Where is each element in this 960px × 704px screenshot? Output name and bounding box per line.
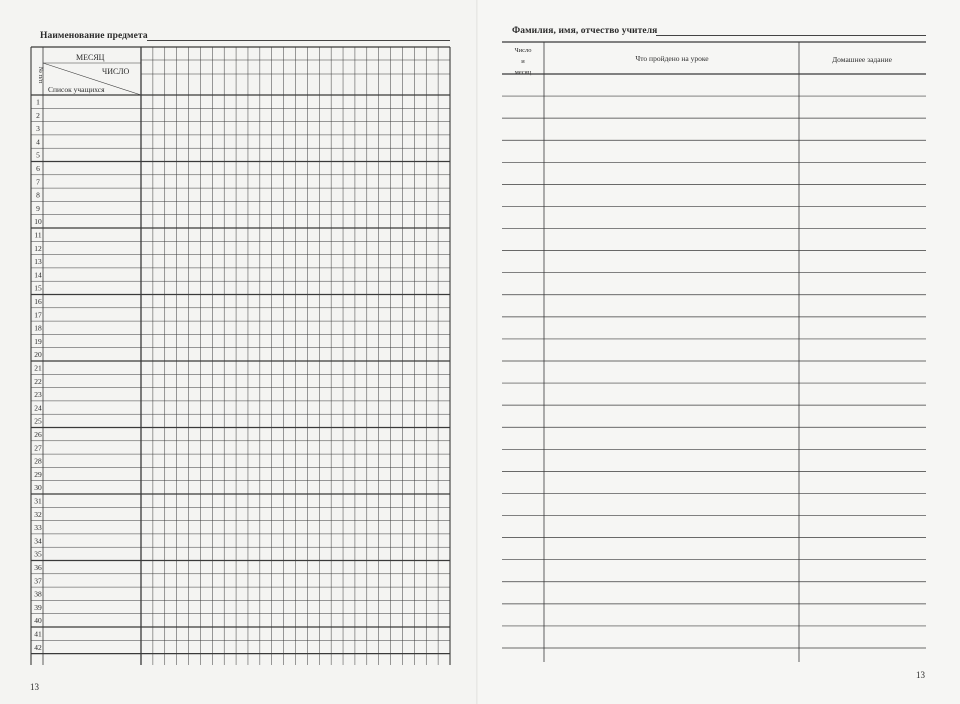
right-page [478, 0, 960, 704]
row-number: 11 [34, 230, 42, 240]
homework-column-header: Домашнее задание [832, 55, 892, 64]
row-number: 24 [34, 403, 42, 413]
row-number: 33 [34, 523, 42, 533]
month-header: МЕСЯЦ [76, 53, 105, 62]
row-number: 15 [34, 283, 42, 293]
row-number: 36 [34, 563, 42, 572]
row-number: 41 [34, 629, 42, 639]
row-number: 5 [36, 150, 40, 160]
row-number: 23 [34, 390, 42, 400]
row-number: 18 [34, 323, 42, 333]
row-number-header: № п/п [37, 66, 44, 84]
row-number: 20 [34, 350, 42, 360]
row-number: 12 [34, 243, 42, 253]
teacher-heading: Фамилия, имя, отчество учителя [512, 26, 658, 36]
row-number: 8 [36, 190, 40, 200]
row-number: 40 [34, 616, 42, 626]
lesson-column-header: Что пройдено на уроке [635, 54, 709, 63]
row-number: 37 [34, 576, 42, 586]
row-number: 2 [36, 110, 40, 120]
date-column-header-line1: Число [514, 47, 532, 54]
row-number: 32 [34, 509, 42, 519]
row-number: 29 [34, 469, 42, 479]
lesson-table [478, 0, 960, 704]
date-column-header-line3: месяц [514, 69, 532, 76]
day-header: ЧИСЛО [102, 67, 130, 76]
row-number: 1 [36, 97, 40, 107]
row-number: 39 [34, 602, 42, 612]
attendance-grid [0, 0, 478, 704]
row-number: 31 [34, 496, 42, 506]
row-number: 16 [34, 297, 42, 306]
row-number: 25 [34, 416, 42, 426]
row-number: 3 [36, 124, 40, 134]
row-number: 30 [34, 483, 42, 493]
row-number: 6 [36, 164, 40, 173]
row-number: 28 [34, 456, 42, 466]
right-page-number: 13 [916, 670, 925, 680]
row-number: 27 [34, 443, 42, 453]
row-number: 19 [34, 336, 42, 346]
row-number: 7 [36, 177, 40, 187]
left-page-number: 13 [30, 682, 39, 692]
subject-heading: Наименование предмета [40, 31, 148, 41]
row-number: 4 [36, 137, 40, 147]
row-number: 21 [34, 363, 42, 373]
row-number: 14 [34, 270, 42, 280]
row-number: 17 [34, 310, 42, 320]
row-number: 35 [34, 549, 42, 559]
date-column-header-line2: и [521, 58, 525, 65]
row-number: 10 [34, 217, 42, 227]
row-number: 38 [34, 589, 42, 599]
row-number: 13 [34, 257, 42, 267]
students-header: Список учащихся [48, 85, 105, 94]
row-number: 34 [34, 536, 42, 546]
left-page [0, 0, 478, 704]
row-number: 42 [34, 642, 42, 652]
row-number: 9 [36, 203, 40, 213]
row-number: 22 [34, 376, 42, 386]
row-number: 26 [34, 430, 42, 439]
